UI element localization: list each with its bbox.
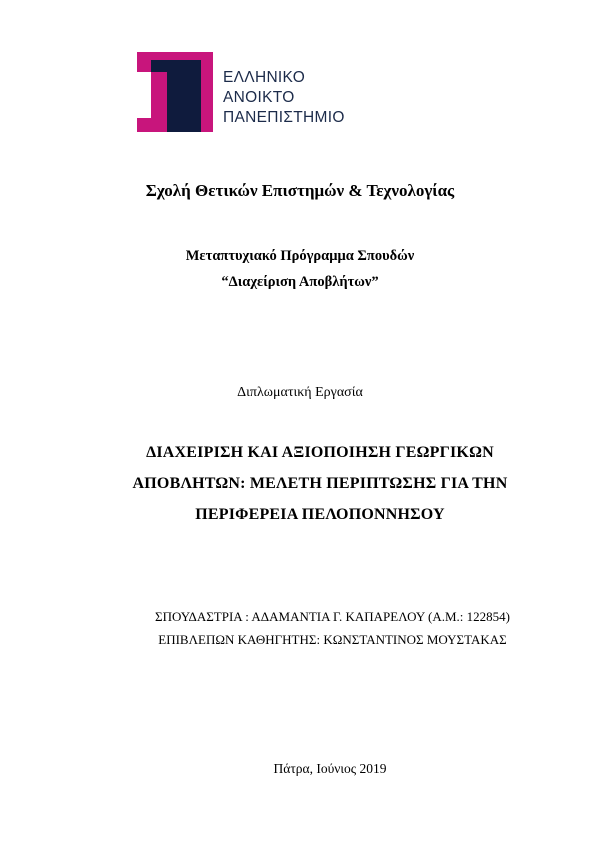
title-line-1: ΔΙΑΧΕΙΡΙΣΗ ΚΑΙ ΑΞΙΟΠΟΙΗΣΗ ΓΕΩΡΓΙΚΩΝ: [146, 444, 494, 461]
logo-line-1: ΕΛΛΗΝΙΚΟ: [223, 69, 306, 86]
supervisor-line: ΕΠΙΒΛΕΠΩΝ ΚΑΘΗΓΗΤΗΣ: ΚΩΝΣΤΑΝΤΙΝΟΣ ΜΟΥΣΤΑΚΑΣ: [158, 632, 507, 647]
hellenic-open-university-emblem-icon: [137, 52, 213, 132]
title-line-2: ΑΠΟΒΛΗΤΩΝ: ΜΕΛΕΤΗ ΠΕΡΙΠΤΩΣΗΣ ΓΙΑ ΤΗΝ: [132, 475, 508, 492]
school-name: Σχολή Θετικών Επιστημών & Τεχνολογίας: [145, 181, 455, 200]
author-block: [0, 605, 600, 651]
program-title: “Διαχείριση Αποβλήτων”: [221, 274, 379, 290]
logo-line-3: ΠΑΝΕΠΙΣΤΗΜΙΟ: [223, 109, 345, 126]
student-line: ΣΠΟΥΔΑΣΤΡΙΑ : ΑΔΑΜΑΝΤΙΑ Γ. ΚΑΠΑΡΕΛΟΥ (Α.Μ.: 122854): [155, 609, 510, 624]
logo-wordmark: [223, 68, 345, 128]
logo-line-2: ΑΝΟΙΚΤΟ: [223, 89, 295, 106]
document-type: Διπλωματική Εργασία: [237, 385, 363, 400]
program-name: Μεταπτυχιακό Πρόγραμμα Σπουδών: [185, 248, 415, 264]
title-line-3: ΠΕΡΙΦΕΡΕΙΑ ΠΕΛΟΠΟΝΝΗΣΟΥ: [195, 506, 445, 523]
place-date: Πάτρα, Ιούνιος 2019: [273, 761, 387, 776]
thesis-title: [0, 437, 600, 530]
university-logo: [137, 52, 357, 134]
program-block: [0, 243, 600, 295]
